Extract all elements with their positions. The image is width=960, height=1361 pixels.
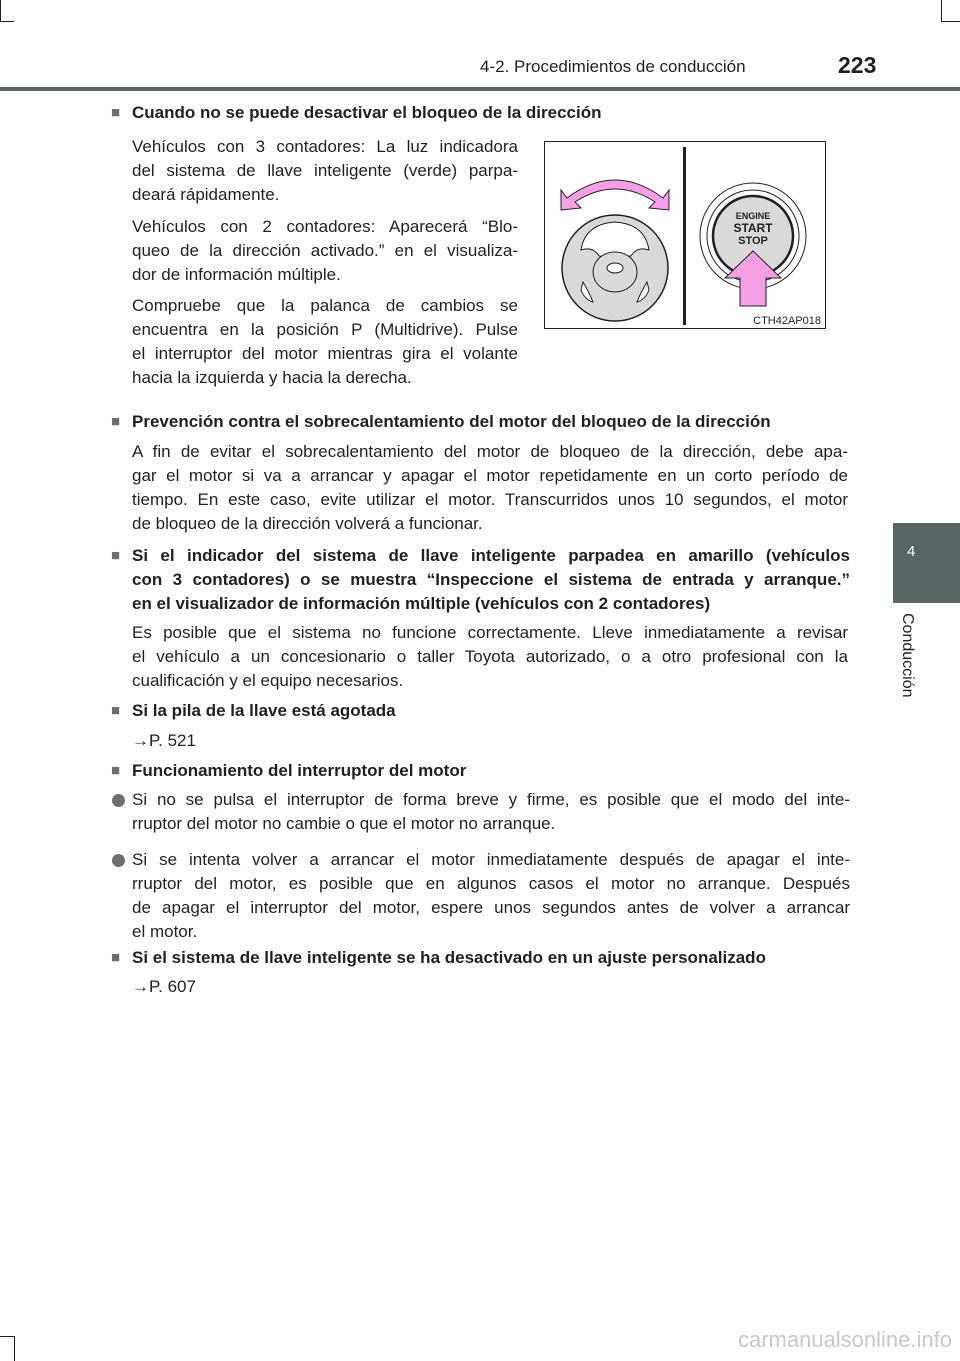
crop-mark xyxy=(14,1336,15,1361)
text-line: el vehículo a un concesionario o taller Toyota autorizado, o a otro profesional con la xyxy=(132,647,848,666)
crop-mark xyxy=(0,1336,14,1337)
chapter-tab[interactable] xyxy=(893,523,960,603)
steering-lock-figure xyxy=(544,141,826,329)
button-label: STOP xyxy=(738,235,768,247)
text-line: rruptor del motor, es posible que en algunos casos el motor no arranque. Después xyxy=(132,874,850,893)
button-label: ENGINE xyxy=(735,211,771,221)
text-line[interactable]: →P. 607 xyxy=(132,977,196,996)
paragraph xyxy=(132,729,848,753)
text-line: Si no se pulsa el interruptor de forma breve y firme, es posible que el modo del inte- xyxy=(132,790,850,809)
paragraph xyxy=(132,135,518,207)
paragraph xyxy=(132,440,848,536)
bullet-icon xyxy=(112,854,125,867)
bullet-item xyxy=(132,788,850,836)
text-line: Funcionamiento del interruptor del motor xyxy=(132,761,467,780)
text-line: con 3 contadores) o se muestra “Inspeccione el sistema de entrada y arranque.” xyxy=(132,570,850,589)
text-line: el interruptor del motor mientras gira el volante xyxy=(132,344,518,363)
text-line: tiempo. En este caso, evite utilizar el motor. Transcurridos unos 10 segundos, el motor xyxy=(132,490,848,509)
crop-mark xyxy=(0,0,1,22)
text-line: el motor. xyxy=(132,922,198,941)
page-number: 223 xyxy=(838,52,877,78)
heading-marker-icon: ■ xyxy=(111,762,121,779)
button-label: START xyxy=(733,221,773,235)
text-line: Cuando no se puede desactivar el bloqueo de la dirección xyxy=(132,103,602,122)
text-line: Si el indicador del sistema de llave inteligente parpadea en amarillo (vehículos xyxy=(132,546,850,565)
text-line: Prevención contra el sobrecalentamiento del motor del bloqueo de la dirección xyxy=(132,412,771,431)
text-line: gar el motor si va a arrancar y apagar el motor repetidamente en un corto período de xyxy=(132,466,848,485)
section-heading xyxy=(111,101,848,125)
text-line: cualificación y el equipo necesarios. xyxy=(132,671,404,690)
text-line[interactable]: →P. 521 xyxy=(132,731,196,750)
chapter-label: Conducción xyxy=(899,613,916,698)
text-line: Vehículos con 2 contadores: Aparecerá “Blo- xyxy=(132,217,518,236)
heading-marker-icon: ■ xyxy=(111,413,121,430)
crop-mark xyxy=(941,21,960,22)
text-line: Si se intenta volver a arrancar el motor inmediatamente después de apagar el inte- xyxy=(132,850,850,869)
rotate-arrow-icon xyxy=(561,180,669,210)
section-heading xyxy=(111,759,848,783)
paragraph xyxy=(132,975,848,999)
text-line: en el visualizador de información múltiple (vehículos con 2 contadores) xyxy=(132,594,711,613)
text-line: Vehículos con 3 contadores: La luz indicadora xyxy=(132,137,518,156)
section-heading xyxy=(111,946,848,970)
section-heading xyxy=(111,544,850,616)
text-line: deará rápidamente. xyxy=(132,185,280,204)
header-rule xyxy=(0,87,960,91)
text-line: encuentra en la posición P (Multidrive). Pulse xyxy=(132,320,518,339)
text-line: Es posible que el sistema no funcione correctamente. Lleve inmediatamente a revisar xyxy=(132,623,848,642)
figure-code: CTH42AP018 xyxy=(753,315,821,327)
text-line: Si el sistema de llave inteligente se ha desactivado en un ajuste personalizado xyxy=(132,948,766,967)
text-line: hacia la izquierda y hacia la derecha. xyxy=(132,368,412,387)
text-line: de bloqueo de la dirección volverá a funcionar. xyxy=(132,514,483,533)
heading-marker-icon: ■ xyxy=(111,547,121,564)
paragraph xyxy=(132,294,518,390)
text-line: Si la pila de la llave está agotada xyxy=(132,701,396,720)
text-line: Compruebe que la palanca de cambios se xyxy=(132,296,518,315)
bullet-item xyxy=(132,848,850,944)
section-heading xyxy=(111,410,848,434)
bullet-icon xyxy=(112,794,125,807)
text-line: A fin de evitar el sobrecalentamiento del motor de bloqueo de la dirección, debe apa- xyxy=(132,442,848,461)
section-heading xyxy=(111,699,848,723)
heading-marker-icon: ■ xyxy=(111,104,121,121)
paragraph xyxy=(132,215,518,287)
heading-marker-icon: ■ xyxy=(111,949,121,966)
crop-mark xyxy=(941,0,942,22)
text-line: queo de la dirección activado.” en el visualiza- xyxy=(132,241,518,260)
heading-marker-icon: ■ xyxy=(111,702,121,719)
text-line: dor de información múltiple. xyxy=(132,265,341,284)
text-line: rruptor del motor no cambie o que el motor no arranque. xyxy=(132,814,556,833)
steering-wheel-icon xyxy=(562,215,668,321)
crop-mark xyxy=(0,21,14,22)
watermark: carmanualsonline.info xyxy=(737,1327,952,1352)
chapter-number: 4 xyxy=(907,543,916,560)
paragraph xyxy=(132,621,848,693)
text-line: del sistema de llave inteligente (verde) parpa- xyxy=(132,161,518,180)
text-line: de apagar el interruptor del motor, espere unos segundos antes de volver a arrancar xyxy=(132,898,850,917)
section-title: 4-2. Procedimientos de conducción xyxy=(480,57,746,76)
